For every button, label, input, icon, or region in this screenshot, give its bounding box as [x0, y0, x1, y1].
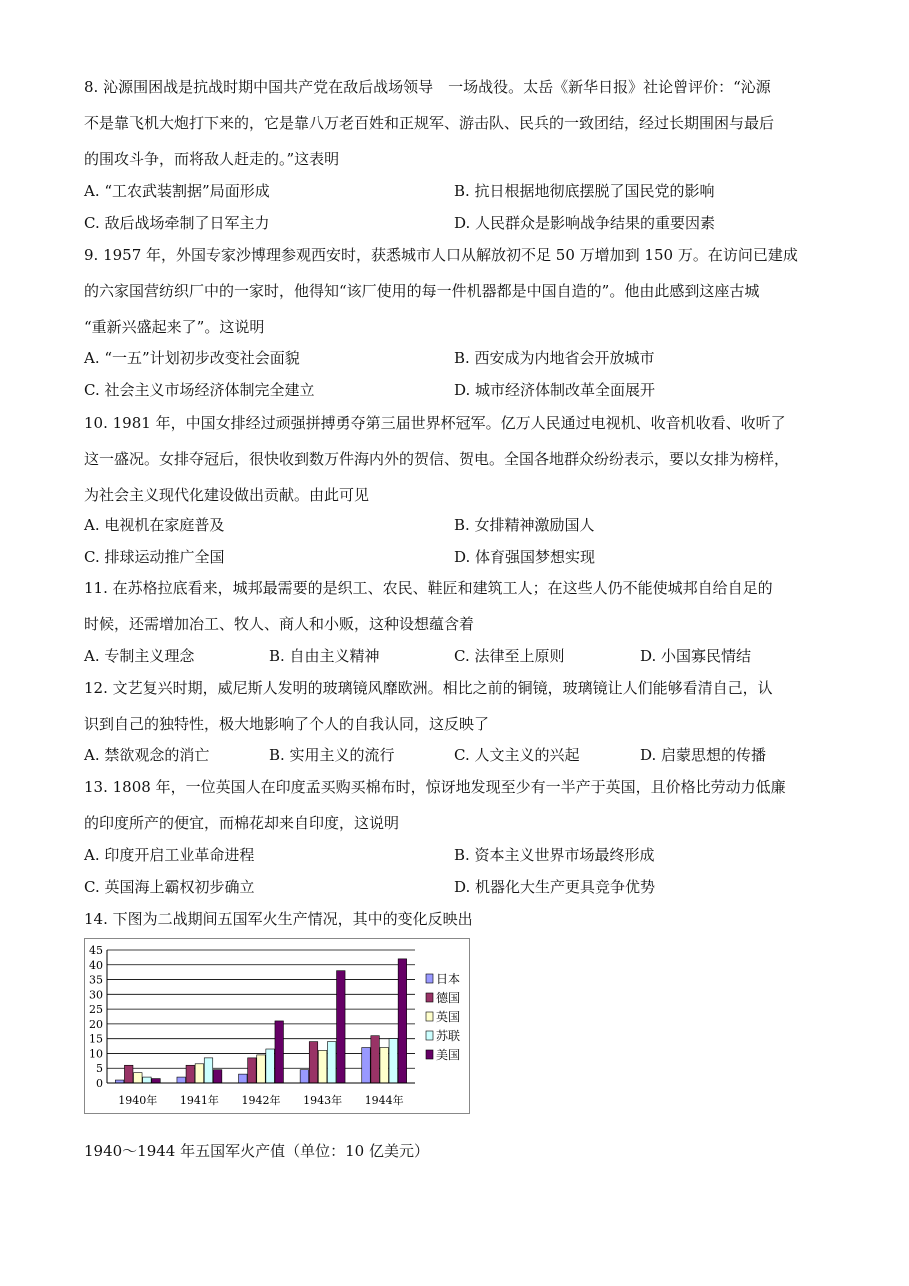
q12-option-c[interactable]: C. 人文主义的兴起 [454, 746, 580, 764]
q13-stem-line-1: 13. 1808 年，一位英国人在印度孟买购买棉布时，惊讶地发现至少有一半产于英国，且价格比劳动力低廉 [84, 778, 786, 796]
bar [380, 1048, 389, 1083]
y-tick-label: 30 [89, 988, 103, 1002]
bar [398, 959, 407, 1083]
bar [389, 1039, 398, 1083]
y-tick-label: 20 [89, 1017, 103, 1031]
legend-swatch [426, 1012, 433, 1021]
q10-option-b[interactable]: B. 女排精神激励国人 [454, 516, 595, 534]
bar [186, 1065, 195, 1083]
bar [248, 1058, 257, 1083]
bar [337, 971, 346, 1083]
q14-stem-line-1: 14. 下图为二战期间五国军火生产情况，其中的变化反映出 [84, 910, 473, 928]
bar [177, 1077, 186, 1083]
bar [327, 1042, 336, 1083]
q8-stem-line-2: 不是靠飞机大炮打下来的，它是靠八万老百姓和正规军、游击队、民兵的一致团结，经过长期围困与最后 [84, 114, 775, 132]
q9-option-d[interactable]: D. 城市经济体制改革全面展开 [454, 381, 656, 399]
q13-option-a[interactable]: A. 印度开启工业革命进程 [84, 846, 255, 864]
bar [266, 1049, 275, 1083]
legend-label: 美国 [436, 1048, 461, 1062]
y-tick-label: 45 [89, 944, 103, 957]
y-tick-label: 15 [89, 1032, 103, 1046]
legend-label: 英国 [436, 1010, 461, 1024]
q8-stem-line-3: 的围攻斗争，而将敌人赶走的。”这表明 [84, 150, 340, 168]
y-tick-label: 25 [89, 1003, 103, 1017]
x-tick-label: 1942年 [241, 1094, 281, 1107]
q12-stem-line-1: 12. 文艺复兴时期，威尼斯人发明的玻璃镜风靡欧洲。相比之前的铜镜，玻璃镜让人们能够看清自己，认 [84, 679, 773, 697]
bar [318, 1050, 327, 1083]
legend-swatch [426, 1050, 433, 1059]
q9-stem-line-3: “重新兴盛起来了”。这说明 [84, 318, 265, 336]
y-tick-label: 10 [89, 1047, 103, 1061]
q10-stem-line-3: 为社会主义现代化建设做出贡献。由此可见 [84, 486, 370, 504]
q11-stem-line-1: 11. 在苏格拉底看来，城邦最需要的是织工、农民、鞋匠和建筑工人；在这些人仍不能使城邦自给自足的 [84, 579, 773, 597]
y-tick-label: 35 [89, 973, 103, 987]
q10-stem-line-1: 10. 1981 年，中国女排经过顽强拼搏勇夺第三届世界杯冠军。亿万人民通过电视机、收音机收看、收听了 [84, 414, 786, 432]
q9-option-a[interactable]: A. “一五”计划初步改变社会面貌 [84, 349, 300, 367]
bar [257, 1055, 266, 1083]
q10-option-c[interactable]: C. 排球运动推广全国 [84, 548, 225, 566]
x-tick-label: 1944年 [364, 1094, 404, 1107]
q9-stem-line-1: 9. 1957 年，外国专家沙博理参观西安时，获悉城市人口从解放初不足 50 万增加到 150 万。在访问已建成 [84, 246, 798, 264]
bar [239, 1074, 248, 1083]
bar [309, 1042, 318, 1083]
q13-option-b[interactable]: B. 资本主义世界市场最终形成 [454, 846, 655, 864]
munitions-bar-chart [85, 939, 469, 1113]
x-tick-label: 1941年 [179, 1094, 219, 1107]
q8-stem-line-1: 8. 沁源围困战是抗战时期中国共产党在敌后战场领导 一场战役。太岳《新华日报》社论曾评价：“沁源 [84, 78, 771, 96]
bar [362, 1048, 371, 1083]
q8-option-c[interactable]: C. 敌后战场牵制了日军主力 [84, 214, 270, 232]
q9-option-c[interactable]: C. 社会主义市场经济体制完全建立 [84, 381, 315, 399]
axes [89, 944, 415, 1107]
q8-option-b[interactable]: B. 抗日根据地彻底摆脱了国民党的影响 [454, 182, 715, 200]
legend [426, 971, 460, 1062]
y-tick-label: 5 [96, 1062, 103, 1076]
legend-label: 日本 [436, 972, 461, 986]
y-tick-label: 40 [89, 958, 103, 972]
x-tick-label: 1940年 [118, 1094, 158, 1107]
bar [204, 1058, 213, 1083]
bar [152, 1079, 161, 1083]
munitions-chart [84, 938, 470, 1114]
q12-option-b[interactable]: B. 实用主义的流行 [269, 746, 395, 764]
q8-option-d[interactable]: D. 人民群众是影响战争结果的重要因素 [454, 214, 716, 232]
bar [213, 1070, 222, 1083]
bar [300, 1070, 309, 1083]
legend-swatch [426, 1031, 433, 1040]
q13-option-d[interactable]: D. 机器化大生产更具竞争优势 [454, 878, 656, 896]
legend-label: 德国 [436, 991, 461, 1005]
q11-option-b[interactable]: B. 自由主义精神 [269, 647, 380, 665]
q9-option-b[interactable]: B. 西安成为内地省会开放城市 [454, 349, 655, 367]
bar [371, 1036, 380, 1083]
bar [275, 1021, 284, 1083]
q12-option-a[interactable]: A. 禁欲观念的消亡 [84, 746, 210, 764]
chart-caption: 1940～1944 年五国军火产值（单位：10 亿美元） [84, 1142, 429, 1160]
bars [115, 959, 406, 1083]
q8-option-a[interactable]: A. “工农武装割据”局面形成 [84, 182, 270, 200]
bar [195, 1064, 204, 1083]
bar [124, 1065, 133, 1083]
q13-option-c[interactable]: C. 英国海上霸权初步确立 [84, 878, 255, 896]
bar [134, 1073, 143, 1083]
q9-stem-line-2: 的六家国营纺织厂中的一家时，他得知“该厂使用的每一件机器都是中国自造的”。他由此感到这座古城 [84, 282, 760, 300]
bar [143, 1077, 152, 1083]
q11-option-c[interactable]: C. 法律至上原则 [454, 647, 565, 665]
q11-option-d[interactable]: D. 小国寡民情结 [640, 647, 752, 665]
q10-option-d[interactable]: D. 体育强国梦想实现 [454, 548, 596, 566]
q11-stem-line-2: 时候，还需增加冶工、牧人、商人和小贩，这种设想蕴含着 [84, 615, 475, 633]
q10-stem-line-2: 这一盛况。女排夺冠后，很快收到数万件海内外的贺信、贺电。全国各地群众纷纷表示，要以女排为榜样， [84, 450, 790, 468]
q13-stem-line-2: 的印度所产的便宜，而棉花却来自印度，这说明 [84, 814, 400, 832]
y-tick-label: 0 [96, 1077, 103, 1090]
legend-label: 苏联 [436, 1029, 461, 1043]
legend-swatch [426, 993, 433, 1002]
legend-swatch [426, 974, 433, 983]
q12-option-d[interactable]: D. 启蒙思想的传播 [640, 746, 767, 764]
q10-option-a[interactable]: A. 电视机在家庭普及 [84, 516, 225, 534]
q12-stem-line-2: 识到自己的独特性，极大地影响了个人的自我认同，这反映了 [84, 715, 490, 733]
q11-option-a[interactable]: A. 专制主义理念 [84, 647, 195, 665]
x-tick-label: 1943年 [303, 1094, 343, 1107]
